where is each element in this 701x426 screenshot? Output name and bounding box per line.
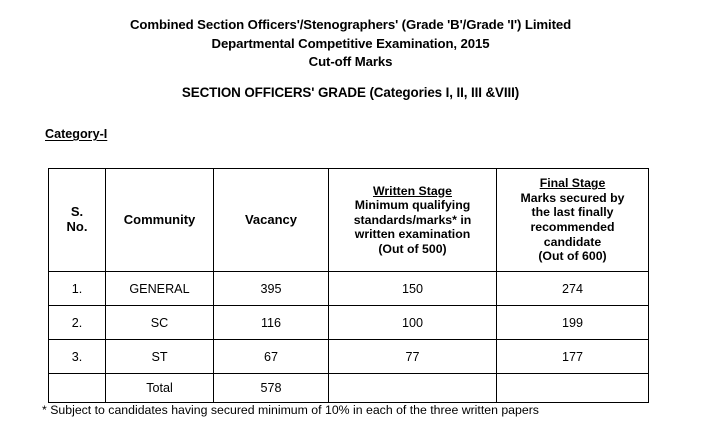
written-stage-line-2: standards/marks* in (353, 212, 472, 227)
cell-written-stage: 77 (329, 340, 497, 374)
written-stage-line-4: (Out of 500) (378, 241, 447, 256)
written-stage-heading: Written Stage (372, 183, 453, 198)
cell-final-stage: 199 (497, 306, 649, 340)
table-row (49, 306, 649, 340)
cell-vacancy-total: 578 (214, 374, 329, 403)
final-stage-line-5: (Out of 600) (538, 249, 607, 264)
table-row (49, 340, 649, 374)
cell-sno: 1. (49, 272, 106, 306)
cell-final-stage: 177 (497, 340, 649, 374)
table-header-row (49, 169, 649, 272)
title-line-2: Departmental Competitive Examination, 2015 (211, 35, 490, 51)
cell-sno: 2. (49, 306, 106, 340)
written-stage-line-1: Minimum qualifying (354, 198, 471, 213)
cell-community: GENERAL (106, 272, 214, 306)
document-title-block (0, 16, 701, 72)
sno-line-1: S. (70, 204, 84, 220)
cell-sno (49, 374, 106, 403)
column-header-final-stage (497, 169, 649, 272)
cell-vacancy: 395 (214, 272, 329, 306)
final-stage-heading: Final Stage (539, 176, 606, 191)
title-line-3: Cut-off Marks (308, 54, 393, 70)
table-total-row (49, 374, 649, 403)
table-header (49, 169, 649, 272)
final-stage-line-2: the last finally (531, 205, 614, 220)
table-footnote: * Subject to candidates having secured minimum of 10% in each of the three written papers (42, 403, 539, 417)
cell-vacancy: 116 (214, 306, 329, 340)
cell-community: ST (106, 340, 214, 374)
table-row (49, 272, 649, 306)
written-stage-line-3: written examination (354, 227, 471, 242)
cell-written-stage: 150 (329, 272, 497, 306)
column-header-sno (49, 169, 106, 272)
cell-community-total-label: Total (106, 374, 214, 403)
sno-line-2: No. (66, 219, 88, 234)
final-stage-line-1: Marks secured by (520, 190, 625, 205)
final-stage-line-3: recommended (530, 220, 615, 234)
cell-sno: 3. (49, 340, 106, 374)
column-header-community: Community (106, 169, 214, 272)
cell-community: SC (106, 306, 214, 340)
document-subtitle: SECTION OFFICERS' GRADE (Categories I, II, III &VIII) (181, 85, 520, 100)
column-header-vacancy: Vacancy (214, 169, 329, 272)
final-stage-line-4: candidate (543, 234, 602, 249)
cell-written-stage-total (329, 374, 497, 403)
cell-vacancy: 67 (214, 340, 329, 374)
cutoff-marks-table (48, 168, 649, 403)
cell-final-stage: 274 (497, 272, 649, 306)
column-header-written-stage (329, 169, 497, 272)
cell-final-stage-total (497, 374, 649, 403)
table-body (49, 272, 649, 403)
cell-written-stage: 100 (329, 306, 497, 340)
category-heading: Category-I (45, 127, 108, 141)
title-line-1: Combined Section Officers'/Stenographers' (Grade 'B'/Grade 'I') Limited (129, 17, 572, 32)
